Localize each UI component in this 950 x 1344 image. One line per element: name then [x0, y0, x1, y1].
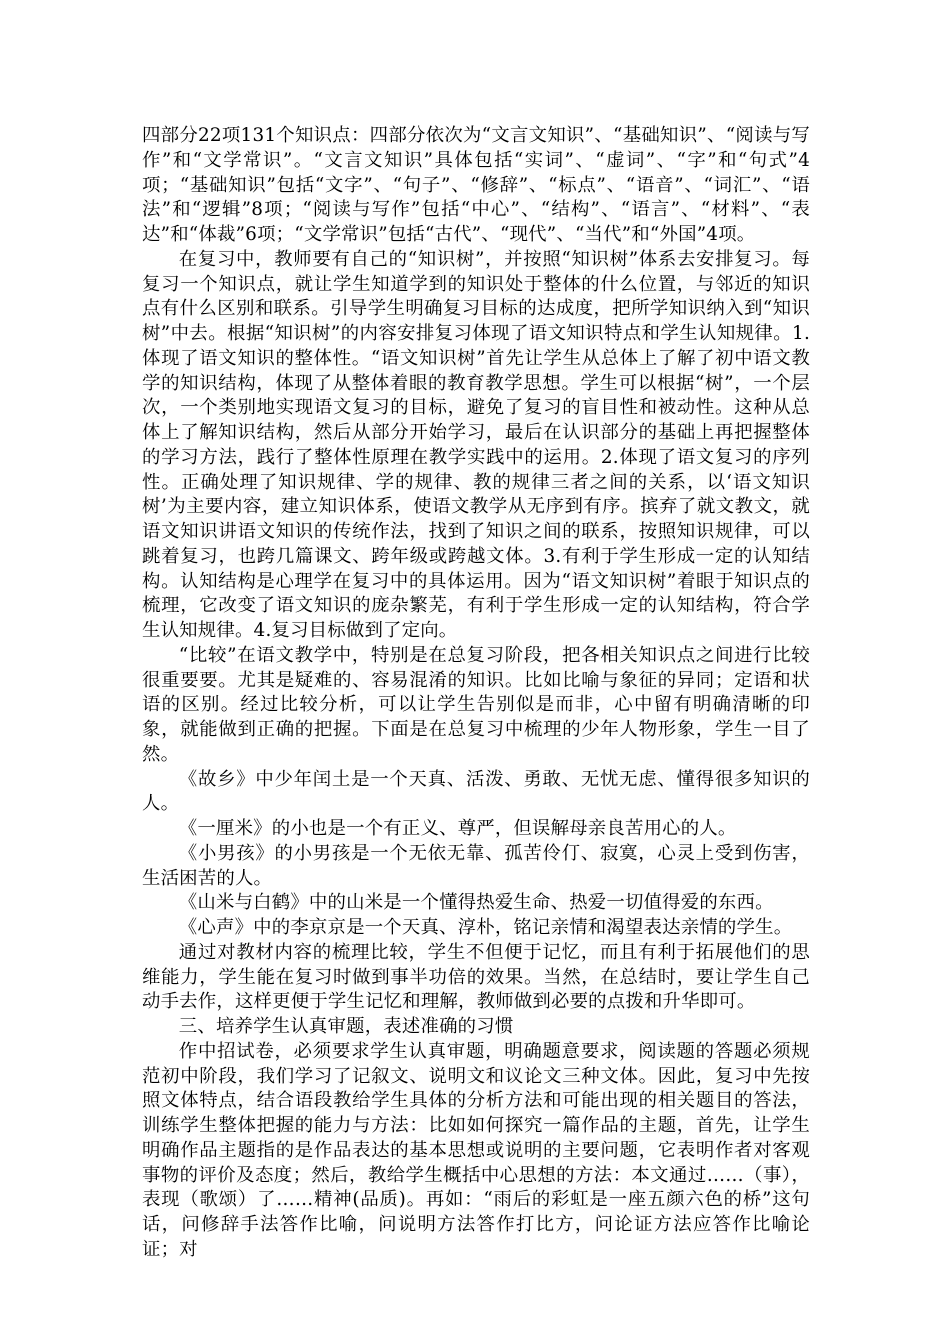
paragraph-knowledge-points: 四部分22项131个知识点：四部分依次为“文言文知识”、“基础知识”、“阅读与写作”和“文学常识”。“文言文知识”具体包括“实词”、“虚词”、“字”和“句式”4项；“基础知识”包括“文字”、“句子”、“修辞”、“标点”、“语音”、“词汇”、“语法”和“逻辑”8项；“阅读与写作”包括“中心”、“结构”、“语言”、“材料”、“表达”和“体裁”6项；“文学常识”包括“古代”、“现代”、“当代”和“外国”4项。 [142, 125, 810, 245]
section-heading-three: 三、培养学生认真审题，表述准确的习惯 [178, 1016, 514, 1037]
paragraph-summary: 通过对教材内容的梳理比较，学生不但便于记忆，而且有利于拓展他们的思维能力，学生能在复习时做到事半功倍的效果。当然，在总结时，要让学生自己动手去作，这样更便于学生记忆和理解，教师做到必要的点拨和升华即可。 [142, 941, 810, 1013]
paragraph-yilimi: 《一厘米》的小也是一个有正义、尊严，但误解母亲良苦用心的人。 [178, 818, 737, 839]
paragraph-knowledge-tree: 在复习中，教师要有自己的“知识树”，并按照“知识树”体系去安排复习。每复习一个知识点，就让学生知道学到的知识处于整体的什么位置，与邻近的知识点有什么区别和联系。引导学生明确复习目标的达成度，把所学知识纳入到“知识树”中去。根据“知识树”的内容安排复习体现了语文知识特点和学生认知规律。1.体现了语文知识的整体性。“语文知识树”首先让学生从总体上了解了初中语文教学的知识结构，体现了从整体着眼的教育教学思想。学生可以根据“树”，一个层次，一个类别地实现语文复习的目标，避免了复习的盲目性和被动性。这种从总体上了解知识结构，然后从部分开始学习，最后在认识部分的基础上再把握整体的学习方法，践行了整体性原理在教学实践中的运用。2.体现了语文复习的序列性。正确处理了知识规律、学的规律、教的规律三者之间的关系，以‘语文知识树’为主要内容，建立知识体系，使语文教学从无序到有序。摈弃了就文教文，就语文知识讲语文知识的传统作法，找到了知识之间的联系，按照知识规律，可以跳着复习，也跨几篇课文、跨年级或跨越文体。3.有利于学生形成一定的认知结构。认知结构是心理学在复习中的具体运用。因为“语文知识树”着眼于知识点的梳理，它改变了语文知识的庞杂繁芜，有利于学生形成一定的认知结构，符合学生认知规律。4.复习目标做到了定向。 [142, 248, 810, 641]
paragraph-xinsheng: 《心声》中的李京京是一个天真、淳朴，铭记亲情和渴望表达亲情的学生。 [178, 917, 793, 938]
paragraph-shanmi: 《山米与白鹤》中的山米是一个懂得热爱生命、热爱一切值得爱的东西。 [178, 892, 774, 914]
paragraph-comparison: “比较”在语文教学中，特别是在总复习阶段，把各相关知识点之间进行比较很重要要。尤其是疑难的、容易混淆的知识。比如比喻与象征的异同；定语和状语的区别。经过比较分析，可以让学生告别似是而非，心中留有明确清晰的印象，就能做到正确的把握。下面是在总复习中梳理的少年人物形象，学生一目了然。 [142, 644, 810, 765]
paragraph-xiaonanhai: 《小男孩》的小男孩是一个无依无靠、孤苦伶仃、寂寞，心灵上受到伤害，生活困苦的人。 [142, 842, 810, 889]
document-page [142, 124, 810, 1263]
paragraph-guxiang: 《故乡》中少年闰土是一个天真、活泼、勇敢、无忧无虑、懂得很多知识的人。 [142, 768, 810, 815]
paragraph-exam-answering: 作中招试卷，必须要求学生认真审题，明确题意要求，阅读题的答题必须规范初中阶段，我们学习了记叙文、说明文和议论文三种文体。因此，复习中先按照文体特点，结合语段教给学生具体的分析方法和可能出现的相关题目的答法，训练学生整体把握的能力与方法：比如如何探究一篇作品的主题，首先，让学生明确作品主题指的是作品表达的基本思想或说明的主要问题，它表明作者对客观事物的评价及态度；然后，教给学生概括中心思想的方法：本文通过……（事），表现（歌颂）了……精神(品质)。再如：“雨后的彩虹是一座五颜六色的桥”这句话，问修辞手法答作比喻，问说明方法答作打比方，问论证方法应答作比喻论证；对 [142, 1040, 810, 1260]
